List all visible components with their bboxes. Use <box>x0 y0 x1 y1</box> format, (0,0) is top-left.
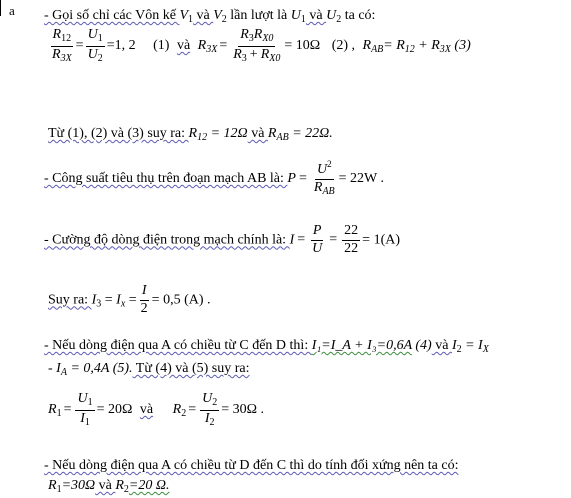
fraction-p-u: $\frac{P}{U}$ <box>312 223 323 256</box>
post-text: ta có: <box>341 8 376 23</box>
margin-edge <box>0 0 1 16</box>
i1-equation: I₁=I_A + I₃=0,6A <box>311 338 412 353</box>
case-cd-text: - Nếu dòng điện qua A có chiều từ C đến D thì: <box>44 338 312 353</box>
and-text: và <box>193 8 214 23</box>
tag-3: (3) <box>450 38 471 54</box>
r12-value: = 12Ω <box>207 126 248 141</box>
r3x-value: = 10Ω <box>284 38 321 54</box>
fraction-power: $\frac{U^2}{R_{AB}}$ <box>313 159 335 197</box>
u2-sub: 2 <box>336 14 342 25</box>
suy-ra-text: Suy ra: <box>48 292 92 308</box>
fraction-u2-i2: $\frac{U_2}{I_2}$ <box>202 391 218 428</box>
line-intro <box>44 8 375 25</box>
line-deduce: Từ (1), (2) và (3) suy ra: $R_{12} = 12\Omega$ và $R_{AB} = 22\Omega$. <box>48 126 333 143</box>
line-i3: Suy ra: $I_3 = I_x$ = $\frac{I}{2}$ = 0,5 (A) . <box>48 283 211 316</box>
equation-ratio: $\frac{R_{12}}{R_{3X}}$ = $\frac{U_1}{U_2}$ =1, 2 (1) và $R_{3X}$ = $\frac{R_3R_{X0}}{R_3 + R_{X0}}$ = 10Ω (2) , $R_{AB}= R_{12} + R_{3X}$ (3) <box>52 27 471 64</box>
and-text-2: và <box>305 8 327 23</box>
line-case-dc <box>44 458 459 474</box>
and-text-3: và <box>176 38 191 54</box>
line-power: - Công suất tiêu thụ trên đoạn mạch AB là: P = $\frac{U^2}{R_{AB}}$ = 22W . <box>44 159 385 197</box>
line-ia: - $I_A = 0,4A$ (5). Từ (4) và (5) suy ra: <box>48 361 250 378</box>
v1-symbol: V <box>179 8 188 23</box>
tag-1: (1) <box>153 38 170 54</box>
current-text: - Cường độ dòng điện trong mạch chính là: <box>44 232 290 248</box>
from-4-5-text: Từ (4) và (5) suy ra: <box>132 361 250 376</box>
u2-symbol: U <box>326 8 337 23</box>
fraction-r3x-formula: $\frac{R_3R_{X0}}{R_3 + R_{X0}}$ <box>233 27 281 64</box>
mid-text: lần lượt là <box>226 8 291 23</box>
i3-value: = 0,5 (A) . <box>151 292 211 308</box>
v2-sub: 2 <box>221 14 227 25</box>
case-dc-text: - Nếu dòng điện qua A có chiều từ D đến C thì do tính đối xứng nên ta có: <box>44 458 459 473</box>
v2-symbol: V <box>213 8 222 23</box>
ratio-value: =1, 2 <box>106 38 136 54</box>
r1-final: =30Ω <box>61 478 96 493</box>
fraction-u1-u2: $\frac{U_1}{U_2}$ <box>87 27 103 64</box>
rab-value: = 22Ω. <box>288 126 333 141</box>
power-value: = 22W . <box>338 170 385 186</box>
fraction-22-22: $\frac{22}{22}$ <box>344 223 359 256</box>
item-marker: a <box>9 3 15 18</box>
r1-value: = 20Ω <box>96 402 133 418</box>
line-current: - Cường độ dòng điện trong mạch chính là: I = $\frac{P}{U}$ = $\frac{22}{22}$ = 1(A) <box>44 223 401 256</box>
line-case-cd: - Nếu dòng điện qua A có chiều từ C đến D thì: I₁=I_A + I₃=0,6A (4) và $I_2 = I_X$ <box>44 338 489 355</box>
intro-text: - Gọi số chỉ các Vôn kế <box>44 8 180 23</box>
fraction-i-2: $\frac{I}{2}$ <box>140 283 148 316</box>
ia-value: = 0,4A (5). <box>66 361 133 376</box>
r2-final: =20 Ω. <box>128 478 170 493</box>
fraction-u1-i1: $\frac{U_1}{I_1}$ <box>77 391 93 428</box>
tag-2: (2) , <box>331 38 356 54</box>
u1-sub: 1 <box>300 14 306 25</box>
u1-symbol: U <box>290 8 301 23</box>
current-value: = 1(A) <box>362 232 401 248</box>
line-r1-r2: $R_1$ = $\frac{U_1}{I_1}$ = 20Ω và $R_2$ = $\frac{U_2}{I_2}$ = 30Ω . <box>48 391 265 428</box>
power-text: - Công suất tiêu thụ trên đoạn mạch AB là: <box>44 170 288 186</box>
r2-value: = 30Ω . <box>221 402 265 418</box>
fraction-r12-r3x: $\frac{R_{12}}{R_{3X}}$ <box>52 27 72 64</box>
line-final: $R_1=30\Omega$ và $R_2=20$ Ω. <box>48 478 170 495</box>
deduce-text: Từ (1), (2) và (3) suy ra: <box>48 126 189 141</box>
v1-sub: 1 <box>188 14 193 25</box>
